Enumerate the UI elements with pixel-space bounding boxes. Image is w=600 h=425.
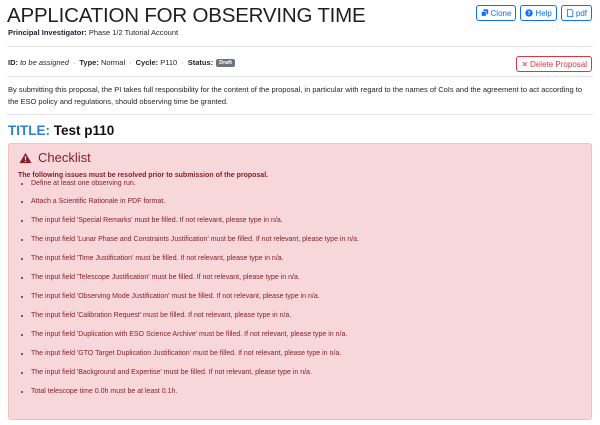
list-item: • Define at least one observing run. bbox=[31, 180, 359, 198]
divider bbox=[7, 46, 593, 47]
list-item: • The input field 'Calibration Request' must be filled. If not relevant, please type in n/a. bbox=[31, 312, 359, 331]
help-label: Help bbox=[535, 8, 552, 18]
divider bbox=[7, 114, 593, 115]
list-item: • The input field 'Telescope Justification' must be filled. If not relevant, please type in n/a. bbox=[31, 274, 359, 293]
help-button[interactable] bbox=[520, 5, 556, 21]
clone-label: Clone bbox=[490, 8, 512, 18]
delete-proposal-button[interactable] bbox=[516, 56, 592, 72]
list-item: • Total telescope time 0.0h must be at least 0.1h. bbox=[31, 388, 359, 407]
list-item: • Attach a Scientific Rationale in PDF format. bbox=[31, 198, 359, 217]
svg-text:?: ? bbox=[527, 11, 532, 17]
list-item: • The input field 'Duplication with ESO Science Archive' must be filled. If not relevant, please type in n/a. bbox=[31, 331, 359, 350]
status-badge: Draft bbox=[216, 59, 235, 67]
title-label: TITLE: bbox=[8, 123, 50, 138]
list-item: • The input field 'Observing Mode Justification' must be filled. If not relevant, please type in n/a. bbox=[31, 293, 359, 312]
list-item: • The input field 'Lunar Phase and Constraints Justification' must be filled. If not relevant, please type in n/a. bbox=[31, 236, 359, 255]
id-value: to be assigned bbox=[20, 58, 69, 67]
id-label: ID: bbox=[8, 58, 18, 67]
separator: · bbox=[129, 58, 132, 67]
separator: · bbox=[181, 58, 184, 67]
status-label: Status: bbox=[187, 58, 214, 67]
checklist-intro: The following issues must be resolved prior to submission of the proposal. bbox=[18, 172, 269, 179]
proposal-title bbox=[8, 123, 114, 138]
disclaimer-text: By submitting this proposal, the PI takes full responsibility for the content of the proposal, in particular with regard to the names of CoIs and the agreement to act according to the ESO policy and regulations, should observing time be granted. bbox=[8, 85, 583, 106]
warning-icon bbox=[19, 152, 32, 164]
list-item: • The input field 'Background and Expertise' must be filled. If not relevant, please type in n/a. bbox=[31, 369, 359, 388]
divider bbox=[7, 76, 593, 77]
question-circle-icon bbox=[525, 9, 533, 17]
checklist-alert bbox=[8, 143, 592, 420]
close-icon: ✕ bbox=[521, 59, 529, 69]
header-actions bbox=[476, 5, 592, 21]
clone-button[interactable] bbox=[476, 5, 517, 21]
title-value: Test p110 bbox=[53, 123, 115, 138]
list-item: • The input field 'Special Remarks' must be filled. If not relevant, please type in n/a. bbox=[31, 217, 359, 236]
delete-label: Delete Proposal bbox=[530, 59, 587, 69]
checklist-header bbox=[19, 150, 91, 165]
cycle-label: Cycle: bbox=[135, 58, 159, 67]
type-value: Normal bbox=[100, 58, 126, 67]
checklist-heading: Checklist bbox=[38, 150, 91, 165]
type-label: Type: bbox=[79, 58, 99, 67]
page-title: APPLICATION FOR OBSERVING TIME bbox=[7, 4, 366, 27]
pdf-button[interactable] bbox=[561, 5, 592, 21]
file-icon bbox=[566, 9, 574, 17]
list-item: • The input field 'GTO Target Duplication Justification' must be filled. If not relevant, please type in n/a. bbox=[31, 350, 359, 369]
principal-investigator bbox=[8, 28, 178, 37]
separator: · bbox=[72, 58, 76, 67]
list-item: • The input field 'Time Justification' must be filled. If not relevant, please type in n/a. bbox=[31, 255, 359, 274]
pdf-label: pdf bbox=[575, 8, 587, 18]
checklist-items bbox=[31, 180, 359, 407]
pi-value: Phase 1/2 Tutorial Account bbox=[88, 28, 179, 37]
copy-icon bbox=[481, 9, 489, 17]
proposal-meta bbox=[8, 58, 235, 67]
pi-label: Principal Investigator: bbox=[8, 28, 87, 37]
cycle-value: P110 bbox=[160, 58, 178, 67]
